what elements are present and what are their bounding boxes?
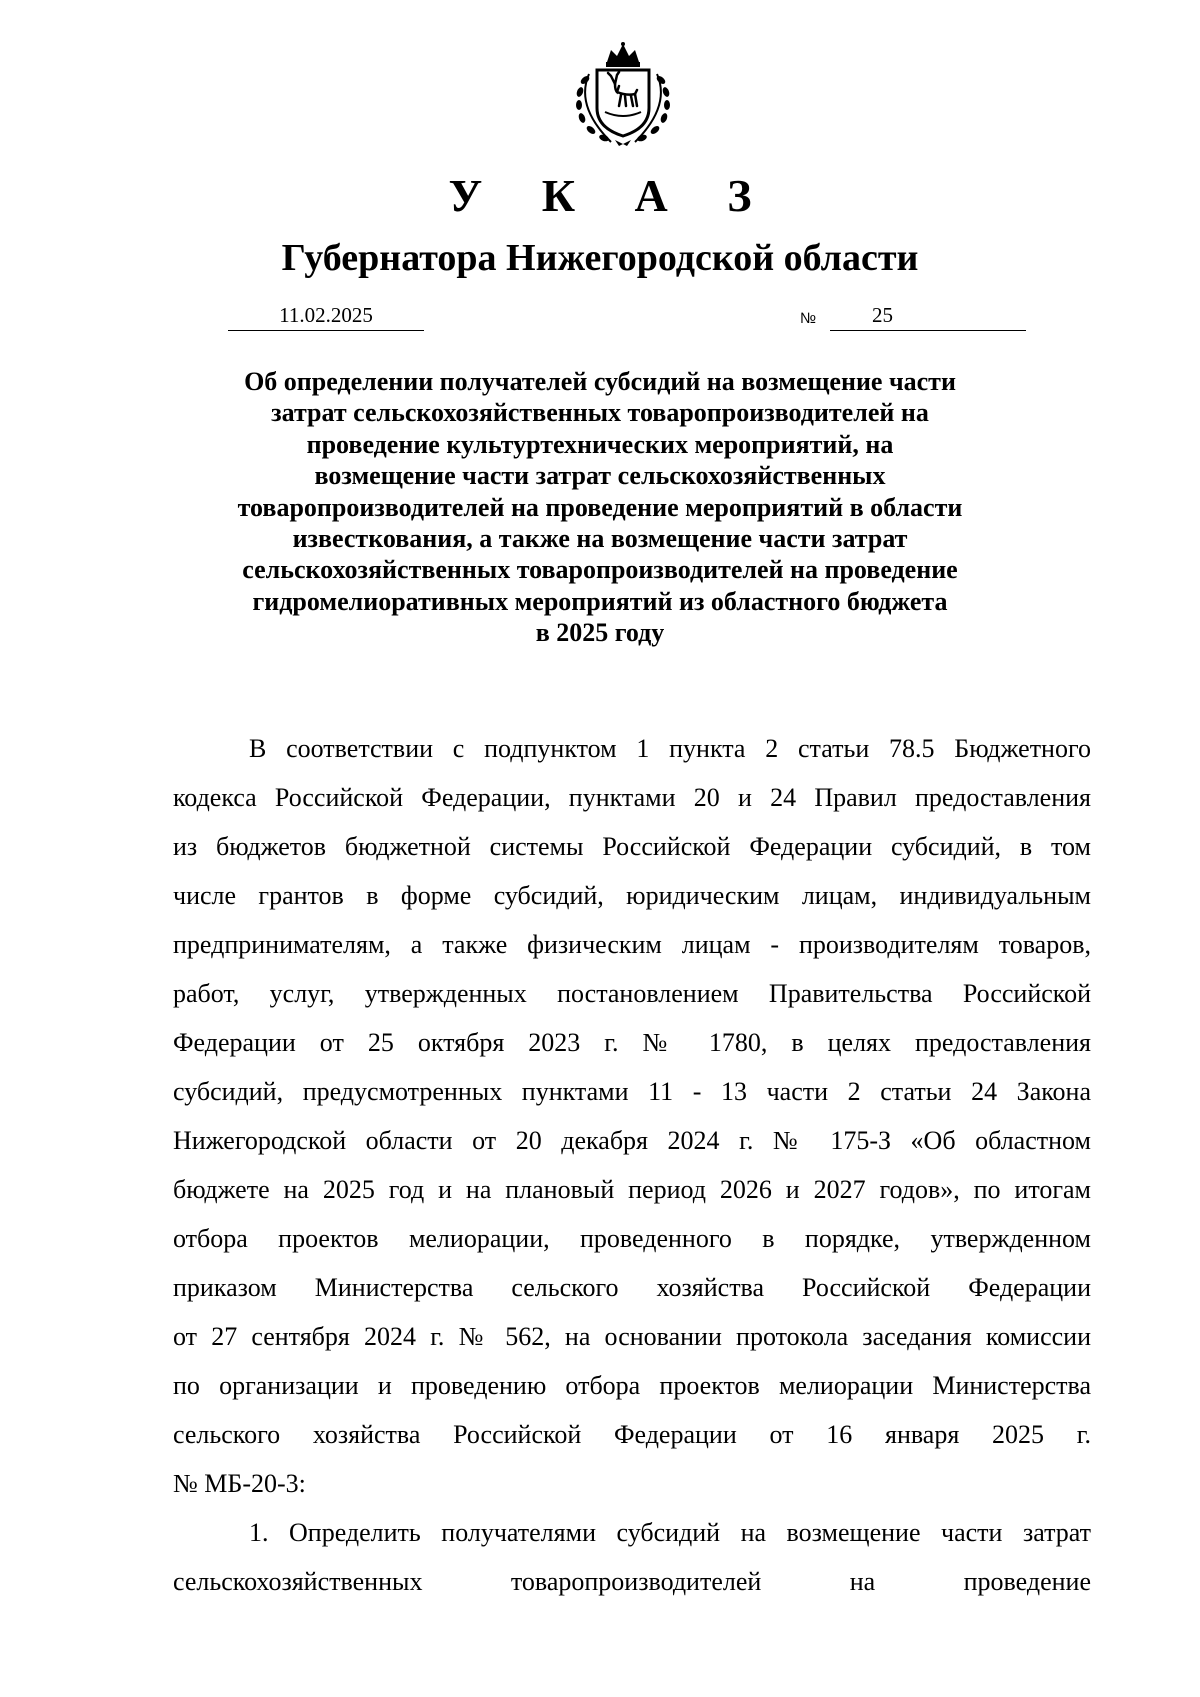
issuer-subtitle: Губернатора Нижегородской области bbox=[281, 237, 919, 279]
body-line: В соответствии с подпунктом 1 пункта 2 статьи 78.5 Бюджетного bbox=[249, 734, 1091, 763]
body-line: субсидий, предусмотренных пунктами 11 - 13 части 2 статьи 24 Закона bbox=[173, 1077, 1091, 1106]
body-line: № МБ-20-3: bbox=[173, 1469, 306, 1498]
heading-line: затрат сельскохозяйственных товаропроизводителей на bbox=[271, 398, 929, 428]
heading-line: известкования, а также на возмещение части затрат bbox=[292, 524, 908, 554]
body-line: Нижегородской области от 20 декабря 2024 г. № 175-З «Об областном bbox=[173, 1126, 1091, 1155]
heading-line: проведение культуртехнических мероприятий, на bbox=[306, 429, 894, 459]
body-line: предпринимателям, а также физическим лицам - производителям товаров, bbox=[173, 930, 1091, 959]
document-heading bbox=[173, 366, 1027, 649]
coat-of-arms-emblem bbox=[571, 40, 675, 148]
heading-line: Об определении получателей субсидий на возмещение части bbox=[244, 367, 956, 396]
body-line: бюджете на 2025 год и на плановый период 2026 и 2027 годов», по итогам bbox=[173, 1175, 1091, 1204]
body-line: сельского хозяйства Российской Федерации от 16 января 2025 г. bbox=[173, 1420, 1091, 1449]
heading-line: товаропроизводителей на проведение мероприятий в области bbox=[237, 492, 963, 522]
document-type-title: У К А З bbox=[448, 170, 776, 221]
heading-line: в 2025 году bbox=[535, 618, 665, 648]
heading-line: гидромелиоративных мероприятий из областного бюджета bbox=[252, 586, 948, 616]
heading-line: сельскохозяйственных товаропроизводителей на проведение bbox=[242, 555, 958, 585]
document-number: 25 bbox=[872, 303, 893, 327]
body-line: из бюджетов бюджетной системы Российской Федерации субсидий, в том bbox=[173, 832, 1091, 861]
document-number-field bbox=[830, 300, 1026, 331]
body-line: числе грантов в форме субсидий, юридическим лицам, индивидуальным bbox=[173, 881, 1091, 910]
body-line: кодекса Российской Федерации, пунктами 20 и 24 Правил предоставления bbox=[173, 783, 1091, 812]
body-line: сельскохозяйственных товаропроизводителей на проведение bbox=[173, 1567, 1091, 1596]
body-line: от 27 сентября 2024 г. № 562, на основании протокола заседания комиссии bbox=[173, 1322, 1091, 1351]
body-line: по организации и проведению отбора проектов мелиорации Министерства bbox=[173, 1371, 1091, 1400]
body-line: 1. Определить получателями субсидий на возмещение части затрат bbox=[249, 1518, 1091, 1547]
body-line: отбора проектов мелиорации, проведенного в порядке, утвержденном bbox=[173, 1224, 1091, 1253]
heading-line: возмещение части затрат сельскохозяйственных bbox=[314, 461, 886, 491]
body-line: работ, услуг, утвержденных постановлением Правительства Российской bbox=[173, 979, 1091, 1008]
crown-icon bbox=[606, 42, 640, 67]
body-line: Федерации от 25 октября 2023 г. № 1780, в целях предоставления bbox=[173, 1028, 1091, 1057]
document-body bbox=[173, 724, 1091, 1606]
body-line: приказом Министерства сельского хозяйства Российской Федерации bbox=[173, 1273, 1091, 1302]
document-date: 11.02.2025 bbox=[228, 300, 424, 331]
shield-icon bbox=[597, 70, 649, 136]
number-sign: № bbox=[800, 310, 817, 327]
